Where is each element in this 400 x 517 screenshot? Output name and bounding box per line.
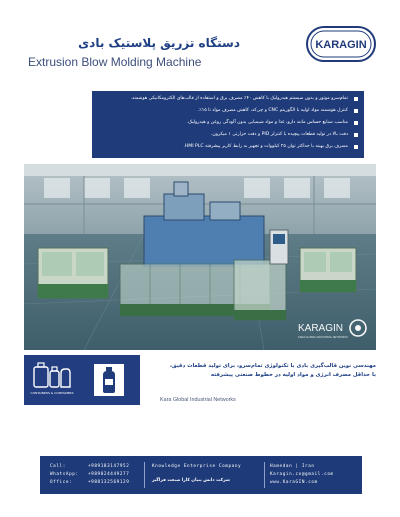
office-label: Office: [50, 480, 73, 485]
company-english: Knowledge Enterprise Company [152, 464, 242, 469]
logo-text: KARAGIN [315, 39, 367, 51]
bullet-icon [354, 97, 358, 101]
description-line: مهندسی نوین قالب‌گیری بادی با تکنولوژی تمام‌سرو، برای تولید قطعات دقیق، [169, 363, 376, 369]
feature-item: دقت بالا در تولید قطعات پیچیده با کنترلر PID و دقت حرارتی ۱ میکرون. [210, 132, 348, 137]
page-title-persian: دستگاه تزریق پلاستیک بادی [78, 36, 240, 50]
features-panel [92, 91, 364, 158]
call-label: Call: [50, 464, 66, 469]
bullet-icon [354, 109, 358, 113]
description-line: با حداقل مصرف انرژی و مواد اولیه در خطوط صنعتی پیشرفته [210, 372, 376, 378]
company-name: Kara Global Industrial Networks [160, 397, 236, 403]
whatsapp-label: WhatsApp: [50, 472, 79, 477]
machine-photo [24, 164, 376, 350]
bottle-icon [94, 364, 124, 400]
company-persian: شرکت دانش بنیان کارا صنعت فراگیر [152, 478, 231, 483]
city: Hamedan | Iran [270, 464, 315, 469]
feature-item: مصرف برق بهینه با حداکثر توان ۲۵ کیلووات و تجهیز به رابط کاربر پیشرفته HMI PLC. [183, 144, 348, 149]
footer-divider [264, 462, 265, 488]
feature-item: کنترل هوشمند مواد اولیه با الگوریتم CNC و چی‌کد، کاهش مصرف مواد تا ۱۵٪. [197, 108, 348, 113]
feature-item: مناسب صنایع حساس مانند دارو، غذا و مواد شیمیایی بدون آلودگی روغن و هیدرولیک. [186, 120, 348, 125]
bullet-icon [354, 145, 358, 149]
contact-footer [40, 456, 362, 494]
email-link[interactable]: Karagin.co@gmail.com [270, 472, 334, 477]
page-title-english: Extrusion Blow Molding Machine [28, 55, 202, 69]
office-number[interactable]: +988132569129 [88, 480, 130, 485]
photo-watermark-sub: KARA GLOBAL INDUSTRIAL NETWORKS [298, 336, 348, 339]
containers-icon [32, 361, 72, 393]
whatsapp-number[interactable]: +989024449277 [88, 472, 130, 477]
website-link[interactable]: www.KaraGIN.com [270, 480, 318, 485]
photo-watermark: KARAGIN [298, 323, 344, 334]
bullet-icon [354, 121, 358, 125]
product-icons-panel [24, 355, 140, 405]
bullet-icon [354, 133, 358, 137]
call-number[interactable]: +989183147952 [88, 464, 130, 469]
footer-divider [144, 462, 145, 488]
karagin-logo [306, 26, 376, 62]
icons-caption: CONTAINERS & CONTAINERS [30, 391, 74, 395]
feature-item: تمام‌سرو موتور و بدون سیستم هیدرولیک با کاهش ۴۰٪ مصرف برق و استفاده از قالب‌های الکترومکانیکی هوشمند. [130, 96, 348, 101]
